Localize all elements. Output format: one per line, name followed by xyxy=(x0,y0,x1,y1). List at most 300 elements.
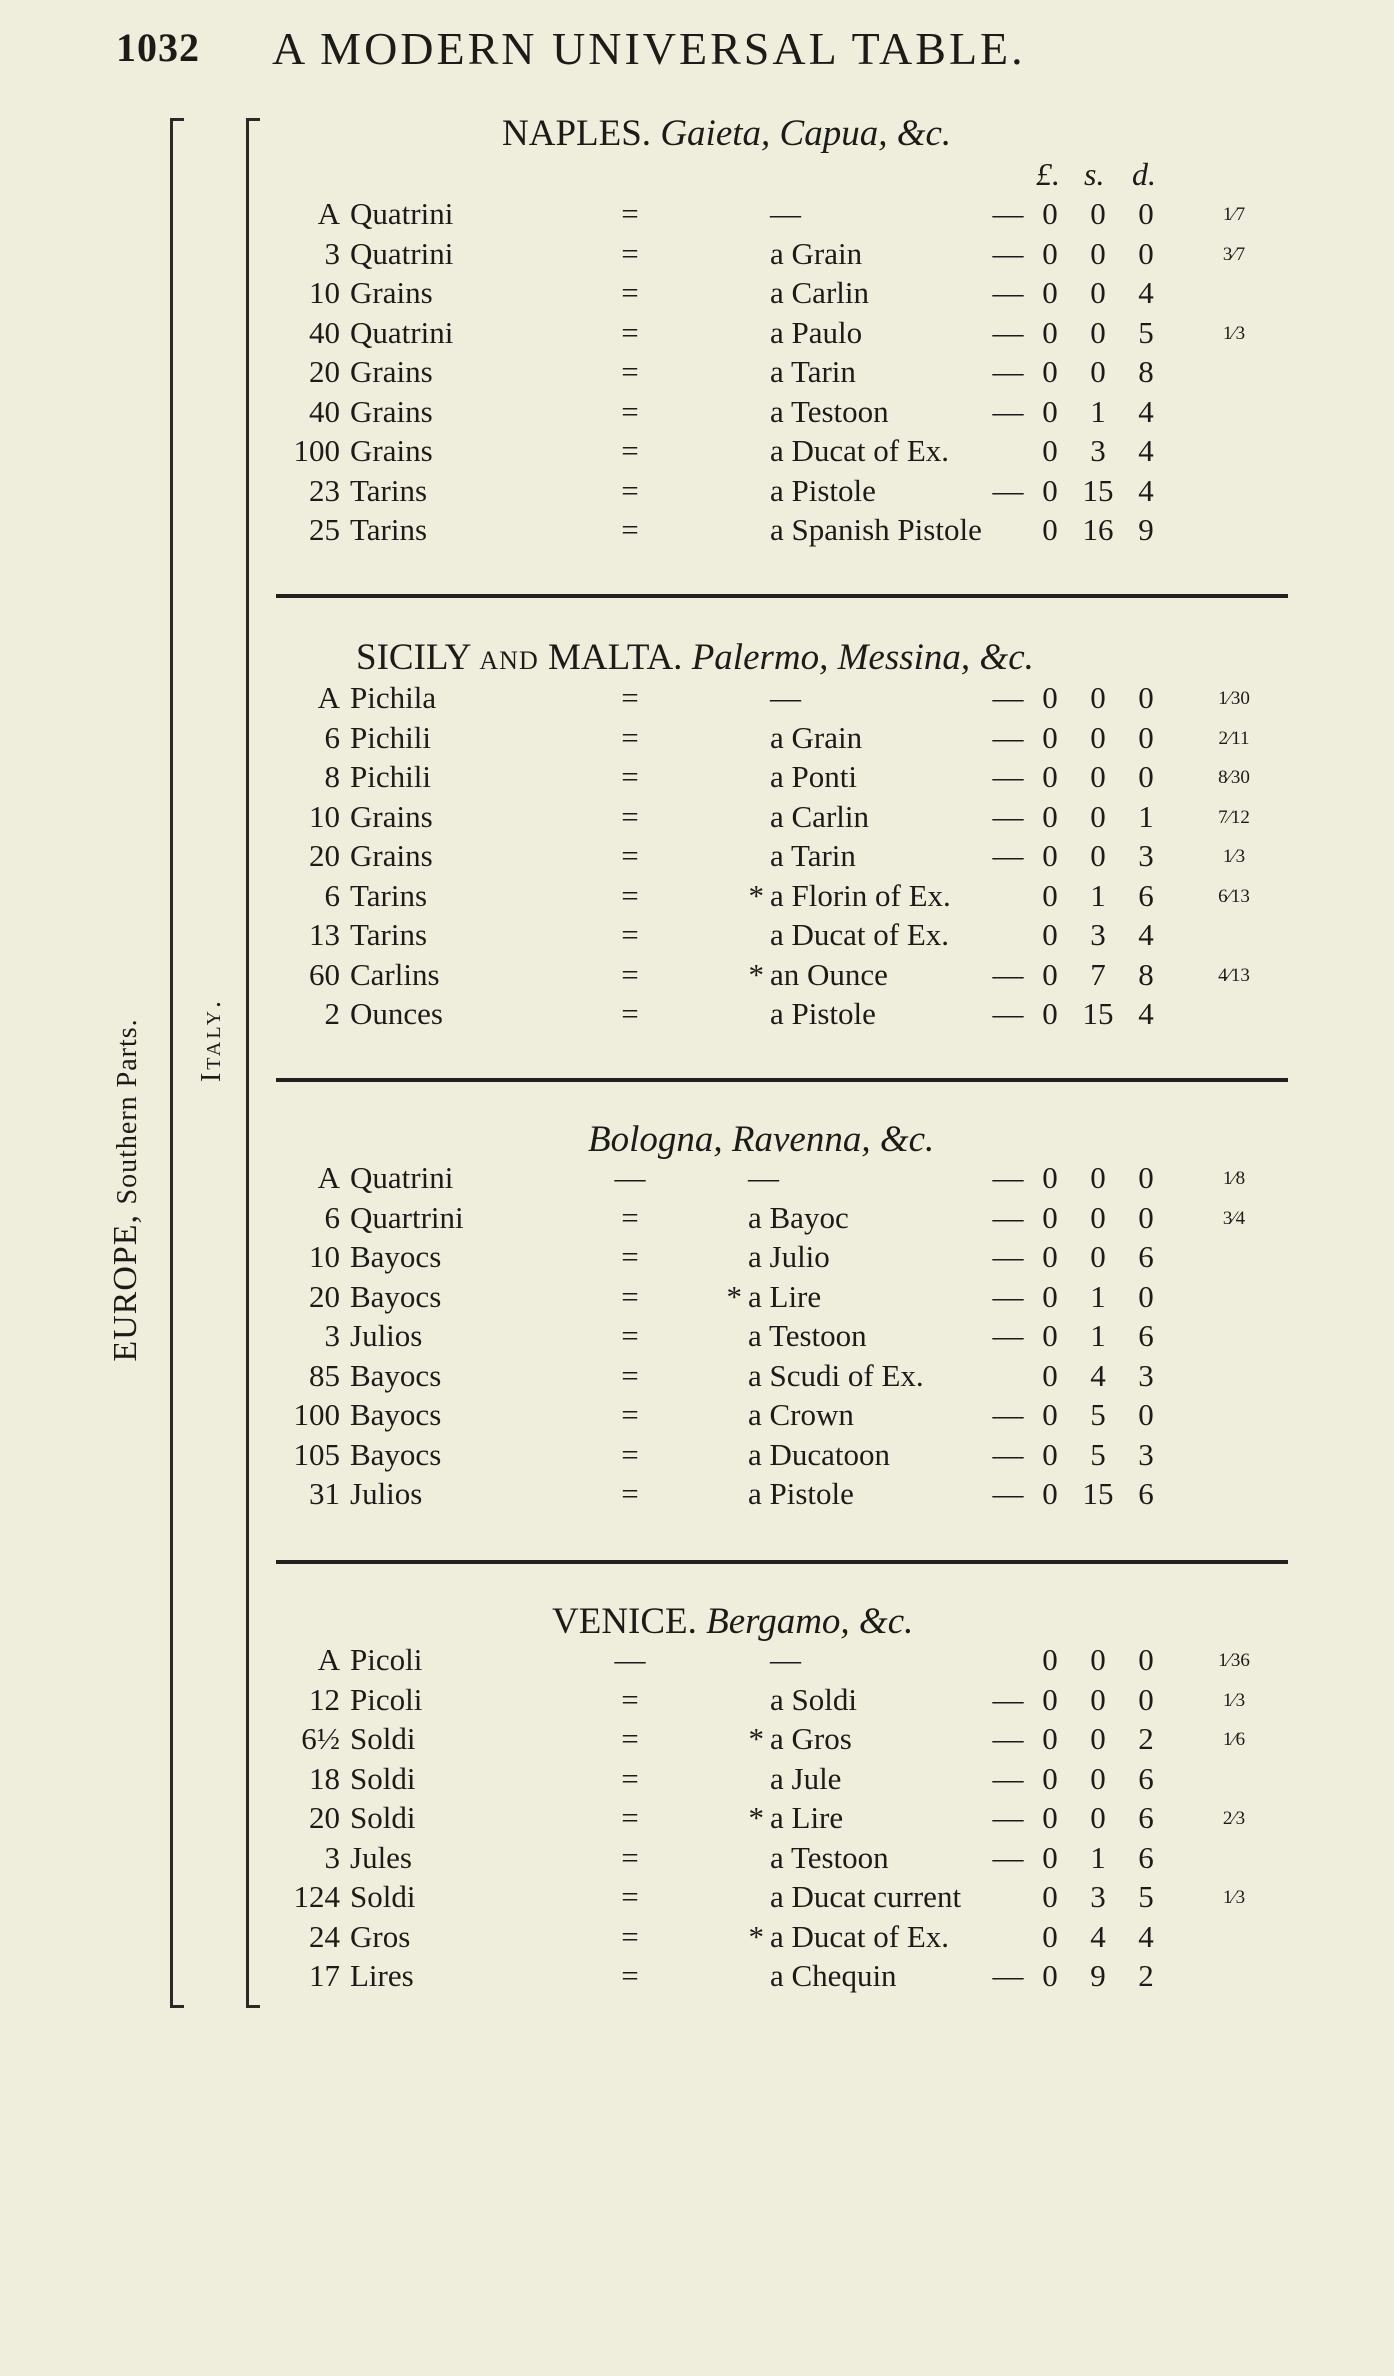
cell-l: 0 xyxy=(1042,878,1058,913)
cell-d: 0 xyxy=(1138,196,1154,231)
cell-unit: Soldi xyxy=(350,1761,416,1796)
cell-frac: 4⁄13 xyxy=(1218,965,1250,986)
cell-l: 0 xyxy=(1042,275,1058,310)
cell-s: 15 xyxy=(1082,1476,1114,1511)
cell-l: 0 xyxy=(1042,720,1058,755)
cell-d: 4 xyxy=(1138,1919,1154,1954)
cell-eq: = xyxy=(621,473,639,508)
table-row xyxy=(270,1761,1290,1801)
cell-eq: = xyxy=(621,799,639,834)
table-row xyxy=(270,512,1290,552)
cell-count: 10 xyxy=(309,799,340,834)
currency-header-d: d. xyxy=(1132,156,1156,192)
cell-s: 3 xyxy=(1090,433,1106,468)
cell-eq: = xyxy=(621,275,639,310)
cell-dash: — xyxy=(992,1160,1024,1195)
section-title-title-italic: Bergamo, &c. xyxy=(706,1601,914,1642)
table-row xyxy=(270,1437,1290,1477)
cell-target: a Scudi of Ex. xyxy=(748,1358,924,1393)
cell-count: 13 xyxy=(309,917,340,952)
cell-s: 0 xyxy=(1090,236,1106,271)
cell-unit: Grains xyxy=(350,275,433,310)
cell-unit: Quatrini xyxy=(350,315,454,350)
cell-dash: — xyxy=(992,996,1024,1031)
cell-dash: — xyxy=(992,275,1024,310)
cell-unit: Tarins xyxy=(350,878,428,913)
cell-unit: Jules xyxy=(350,1840,412,1875)
cell-unit: Grains xyxy=(350,354,433,389)
cell-unit: Ounces xyxy=(350,996,443,1031)
cell-frac: 1⁄7 xyxy=(1222,204,1246,225)
cell-target: a Gros xyxy=(770,1721,852,1756)
table-row xyxy=(270,838,1290,878)
cell-unit: Tarins xyxy=(350,512,428,547)
cell-eq: = xyxy=(621,996,639,1031)
cell-eq: = xyxy=(621,1239,639,1274)
cell-unit: Quartrini xyxy=(350,1200,464,1235)
cell-d: 4 xyxy=(1138,433,1154,468)
section-title-title-italic: Bologna, Ravenna, &c. xyxy=(588,1119,935,1160)
cell-s: 0 xyxy=(1090,1200,1106,1235)
cell-target: — xyxy=(770,1642,801,1677)
cell-count: 12 xyxy=(309,1682,340,1717)
cell-target: a Chequin xyxy=(770,1958,897,1993)
cell-l: 0 xyxy=(1042,838,1058,873)
cell-s: 0 xyxy=(1090,354,1106,389)
cell-unit: Pichili xyxy=(350,759,431,794)
cell-d: 2 xyxy=(1138,1958,1154,1993)
table-row xyxy=(270,720,1290,760)
cell-target: a Lire xyxy=(770,1800,844,1835)
cell-s: 1 xyxy=(1090,878,1106,913)
cell-l: 0 xyxy=(1042,1160,1058,1195)
cell-unit: Tarins xyxy=(350,917,428,952)
cell-eq: = xyxy=(621,1437,639,1472)
cell-s: 5 xyxy=(1090,1397,1106,1432)
cell-eq: — xyxy=(614,1160,646,1195)
cell-target: a Ducat of Ex. xyxy=(770,917,950,952)
cell-target: a Testoon xyxy=(770,1840,889,1875)
cell-frac: 1⁄6 xyxy=(1222,1729,1246,1750)
cell-dash: — xyxy=(992,1800,1024,1835)
cell-s: 0 xyxy=(1090,1160,1106,1195)
table-row xyxy=(270,354,1290,394)
cell-s: 0 xyxy=(1090,1721,1106,1756)
cell-l: 0 xyxy=(1042,799,1058,834)
cell-s: 0 xyxy=(1090,1239,1106,1274)
table-row xyxy=(270,996,1290,1036)
table-row xyxy=(270,236,1290,276)
cell-d: 6 xyxy=(1138,1840,1154,1875)
cell-count: 20 xyxy=(309,838,340,873)
table-row xyxy=(270,1642,1290,1682)
cell-d: 9 xyxy=(1138,512,1154,547)
cell-unit: Carlins xyxy=(350,957,440,992)
cell-count: 17 xyxy=(309,1958,340,1993)
cell-unit: Tarins xyxy=(350,473,428,508)
cell-dash: — xyxy=(992,1761,1024,1796)
cell-unit: Picoli xyxy=(350,1642,423,1677)
cell-eq: = xyxy=(621,759,639,794)
cell-count: A xyxy=(317,680,340,715)
cell-count: 18 xyxy=(309,1761,340,1796)
cell-eq: = xyxy=(621,1879,639,1914)
section-title-title-main: VENICE. xyxy=(552,1601,697,1642)
cell-count: A xyxy=(317,1160,340,1195)
cell-count: 23 xyxy=(309,473,340,508)
cell-s: 0 xyxy=(1090,799,1106,834)
cell-eq: = xyxy=(621,720,639,755)
cell-unit: Pichili xyxy=(350,720,431,755)
cell-l: 0 xyxy=(1042,917,1058,952)
cell-frac: 1⁄36 xyxy=(1218,1650,1250,1671)
cell-d: 0 xyxy=(1138,1200,1154,1235)
cell-s: 5 xyxy=(1090,1437,1106,1472)
cell-frac: 1⁄30 xyxy=(1218,688,1250,709)
cell-count: 3 xyxy=(324,236,340,271)
cell-eq: = xyxy=(621,394,639,429)
cell-l: 0 xyxy=(1042,1200,1058,1235)
cell-target: a Carlin xyxy=(770,275,869,310)
cell-s: 0 xyxy=(1090,759,1106,794)
cell-l: 0 xyxy=(1042,1840,1058,1875)
cell-dash: — xyxy=(992,315,1024,350)
section-title xyxy=(502,112,951,155)
cell-target: a Pistole xyxy=(770,473,876,508)
cell-unit: Bayocs xyxy=(350,1279,442,1314)
cell-l: 0 xyxy=(1042,1800,1058,1835)
cell-unit: Bayocs xyxy=(350,1358,442,1393)
cell-star: * xyxy=(748,1721,764,1756)
cell-d: 3 xyxy=(1138,838,1154,873)
cell-frac: 7⁄12 xyxy=(1218,807,1250,828)
cell-target: a Ponti xyxy=(770,759,857,794)
table-row xyxy=(270,1476,1290,1516)
cell-s: 15 xyxy=(1082,473,1114,508)
cell-eq: = xyxy=(621,433,639,468)
section-title-title-sc: AND xyxy=(479,646,539,675)
cell-s: 7 xyxy=(1090,957,1106,992)
cell-target: a Jule xyxy=(770,1761,842,1796)
cell-dash: — xyxy=(992,196,1024,231)
cell-count: 24 xyxy=(309,1919,340,1954)
cell-frac: 6⁄13 xyxy=(1218,886,1250,907)
cell-count: 8 xyxy=(324,759,340,794)
cell-l: 0 xyxy=(1042,996,1058,1031)
cell-count: A xyxy=(317,1642,340,1677)
cell-eq: = xyxy=(621,1761,639,1796)
cell-l: 0 xyxy=(1042,1919,1058,1954)
cell-target: a Paulo xyxy=(770,315,863,350)
cell-s: 0 xyxy=(1090,720,1106,755)
cell-count: 6 xyxy=(324,720,340,755)
cell-unit: Quatrini xyxy=(350,196,454,231)
cell-target: a Ducat current xyxy=(770,1879,962,1914)
cell-target: — xyxy=(770,196,801,231)
cell-d: 0 xyxy=(1138,1682,1154,1717)
cell-count: 20 xyxy=(309,1279,340,1314)
table-row xyxy=(270,1919,1290,1959)
cell-target: a Tarin xyxy=(770,354,856,389)
cell-d: 4 xyxy=(1138,996,1154,1031)
cell-s: 1 xyxy=(1090,1318,1106,1353)
cell-d: 4 xyxy=(1138,917,1154,952)
cell-s: 3 xyxy=(1090,917,1106,952)
cell-eq: = xyxy=(621,680,639,715)
table-row xyxy=(270,1397,1290,1437)
cell-eq: = xyxy=(621,1200,639,1235)
cell-l: 0 xyxy=(1042,759,1058,794)
cell-count: 40 xyxy=(309,394,340,429)
cell-dash: — xyxy=(992,1279,1024,1314)
cell-d: 8 xyxy=(1138,354,1154,389)
cell-target: an Ounce xyxy=(770,957,888,992)
cell-star: * xyxy=(748,957,764,992)
table-row xyxy=(270,1200,1290,1240)
table-row xyxy=(270,433,1290,473)
cell-dash: — xyxy=(992,1958,1024,1993)
section-title-title-main2: MALTA. xyxy=(548,637,683,678)
section-title xyxy=(356,636,1034,679)
region-bracket xyxy=(170,118,173,2008)
cell-dash: — xyxy=(992,720,1024,755)
cell-l: 0 xyxy=(1042,1397,1058,1432)
cell-target: a Pistole xyxy=(770,996,876,1031)
cell-l: 0 xyxy=(1042,354,1058,389)
cell-unit: Quatrini xyxy=(350,1160,454,1195)
cell-d: 6 xyxy=(1138,1761,1154,1796)
cell-s: 0 xyxy=(1090,838,1106,873)
table-row xyxy=(270,1358,1290,1398)
cell-d: 1 xyxy=(1138,799,1154,834)
cell-eq: = xyxy=(621,1476,639,1511)
cell-target: a Florin of Ex. xyxy=(770,878,951,913)
cell-target: a Pistole xyxy=(748,1476,854,1511)
cell-d: 0 xyxy=(1138,680,1154,715)
cell-frac: 8⁄30 xyxy=(1218,767,1250,788)
cell-count: 25 xyxy=(309,512,340,547)
cell-eq: = xyxy=(621,1800,639,1835)
cell-frac: 1⁄3 xyxy=(1222,1690,1246,1711)
cell-star: * xyxy=(748,878,764,913)
cell-eq: = xyxy=(621,1958,639,1993)
section-title-title-main: NAPLES. xyxy=(502,113,652,154)
cell-target: a Testoon xyxy=(770,394,889,429)
table-row xyxy=(270,473,1290,513)
side-label-sub: Southern Parts. xyxy=(112,1018,143,1205)
cell-unit: Bayocs xyxy=(350,1437,442,1472)
cell-eq: = xyxy=(621,1919,639,1954)
cell-s: 4 xyxy=(1090,1358,1106,1393)
table-row xyxy=(270,1239,1290,1279)
cell-unit: Julios xyxy=(350,1476,423,1511)
table-row xyxy=(270,1800,1290,1840)
cell-d: 0 xyxy=(1138,720,1154,755)
cell-target: a Grain xyxy=(770,720,863,755)
cell-count: A xyxy=(317,196,340,231)
cell-count: 20 xyxy=(309,1800,340,1835)
table-row xyxy=(270,1840,1290,1880)
section-title xyxy=(588,1118,934,1161)
cell-d: 0 xyxy=(1138,236,1154,271)
cell-count: 6 xyxy=(324,878,340,913)
table-row xyxy=(270,1958,1290,1998)
cell-s: 9 xyxy=(1090,1958,1106,1993)
side-label-italy: Italy. xyxy=(196,997,227,1083)
cell-dash: — xyxy=(992,1397,1024,1432)
cell-d: 5 xyxy=(1138,1879,1154,1914)
cell-l: 0 xyxy=(1042,680,1058,715)
currency-header-s: s. xyxy=(1084,156,1105,192)
cell-unit: Picoli xyxy=(350,1682,423,1717)
cell-d: 8 xyxy=(1138,957,1154,992)
cell-d: 6 xyxy=(1138,1318,1154,1353)
cell-l: 0 xyxy=(1042,473,1058,508)
cell-unit: Soldi xyxy=(350,1721,416,1756)
cell-dash: — xyxy=(992,838,1024,873)
section-title-title-italic: Gaieta, Capua, &c. xyxy=(660,113,952,154)
cell-count: 20 xyxy=(309,354,340,389)
cell-dash: — xyxy=(992,759,1024,794)
section-divider xyxy=(276,594,1288,598)
cell-target: a Bayoc xyxy=(748,1200,849,1235)
cell-dash: — xyxy=(992,957,1024,992)
cell-d: 5 xyxy=(1138,315,1154,350)
cell-l: 0 xyxy=(1042,394,1058,429)
cell-unit: Soldi xyxy=(350,1800,416,1835)
cell-count: 6 xyxy=(324,1200,340,1235)
table-row xyxy=(270,1160,1290,1200)
cell-unit: Grains xyxy=(350,394,433,429)
cell-s: 0 xyxy=(1090,315,1106,350)
cell-eq: = xyxy=(621,1682,639,1717)
cell-count: 3 xyxy=(324,1318,340,1353)
table-row xyxy=(270,315,1290,355)
table-row xyxy=(270,1279,1290,1319)
table-row xyxy=(270,1682,1290,1722)
cell-s: 0 xyxy=(1090,680,1106,715)
cell-count: 3 xyxy=(324,1840,340,1875)
cell-dash: — xyxy=(992,394,1024,429)
cell-target: a Soldi xyxy=(770,1682,857,1717)
running-head: A MODERN UNIVERSAL TABLE. xyxy=(272,23,1026,74)
cell-eq: = xyxy=(621,1840,639,1875)
cell-s: 0 xyxy=(1090,196,1106,231)
cell-star: * xyxy=(748,1800,764,1835)
cell-l: 0 xyxy=(1042,1958,1058,1993)
cell-frac: 1⁄3 xyxy=(1222,323,1246,344)
cell-s: 15 xyxy=(1082,996,1114,1031)
cell-target: a Carlin xyxy=(770,799,869,834)
cell-star: * xyxy=(748,1919,764,1954)
cell-l: 0 xyxy=(1042,1279,1058,1314)
cell-l: 0 xyxy=(1042,1879,1058,1914)
cell-unit: Grains xyxy=(350,799,433,834)
cell-count: 6½ xyxy=(301,1721,340,1756)
cell-target: a Tarin xyxy=(770,838,856,873)
cell-d: 3 xyxy=(1138,1437,1154,1472)
cell-l: 0 xyxy=(1042,1682,1058,1717)
cell-eq: = xyxy=(621,236,639,271)
cell-frac: 2⁄11 xyxy=(1218,728,1250,749)
cell-s: 3 xyxy=(1090,1879,1106,1914)
cell-s: 4 xyxy=(1090,1919,1106,1954)
cell-l: 0 xyxy=(1042,315,1058,350)
cell-l: 0 xyxy=(1042,196,1058,231)
cell-dash: — xyxy=(992,1721,1024,1756)
cell-d: 4 xyxy=(1138,394,1154,429)
section-divider xyxy=(276,1078,1288,1082)
table-row xyxy=(270,1879,1290,1919)
cell-l: 0 xyxy=(1042,433,1058,468)
cell-unit: Grains xyxy=(350,433,433,468)
cell-dash: — xyxy=(992,1476,1024,1511)
cell-eq: = xyxy=(621,957,639,992)
cell-l: 0 xyxy=(1042,512,1058,547)
cell-frac: 1⁄3 xyxy=(1222,1887,1246,1908)
table-row xyxy=(270,759,1290,799)
table-row xyxy=(270,957,1290,997)
cell-d: 4 xyxy=(1138,275,1154,310)
cell-s: 0 xyxy=(1090,1761,1106,1796)
cell-eq: = xyxy=(621,1397,639,1432)
cell-d: 0 xyxy=(1138,1160,1154,1195)
country-bracket xyxy=(246,118,249,2008)
cell-d: 6 xyxy=(1138,878,1154,913)
cell-s: 0 xyxy=(1090,1642,1106,1677)
table-row xyxy=(270,1721,1290,1761)
cell-d: 0 xyxy=(1138,759,1154,794)
table-row xyxy=(270,1318,1290,1358)
cell-unit: Julios xyxy=(350,1318,423,1353)
cell-l: 0 xyxy=(1042,1642,1058,1677)
section-title xyxy=(552,1600,913,1643)
section-title-title-italic: Palermo, Messina, &c. xyxy=(691,637,1034,678)
cell-dash: — xyxy=(992,1437,1024,1472)
cell-target: a Spanish Pistole xyxy=(770,512,982,547)
cell-l: 0 xyxy=(1042,1437,1058,1472)
cell-l: 0 xyxy=(1042,1239,1058,1274)
cell-dash: — xyxy=(992,354,1024,389)
table-row xyxy=(270,394,1290,434)
cell-count: 10 xyxy=(309,1239,340,1274)
cell-target: a Grain xyxy=(770,236,863,271)
cell-s: 0 xyxy=(1090,1800,1106,1835)
cell-d: 6 xyxy=(1138,1239,1154,1274)
cell-l: 0 xyxy=(1042,236,1058,271)
cell-eq: = xyxy=(621,1721,639,1756)
cell-count: 31 xyxy=(309,1476,340,1511)
cell-eq: — xyxy=(614,1642,646,1677)
cell-eq: = xyxy=(621,1279,639,1314)
cell-eq: = xyxy=(621,315,639,350)
cell-eq: = xyxy=(621,1358,639,1393)
cell-l: 0 xyxy=(1042,1721,1058,1756)
cell-unit: Pichila xyxy=(350,680,437,715)
table-row xyxy=(270,799,1290,839)
table-row xyxy=(270,275,1290,315)
cell-dash: — xyxy=(992,680,1024,715)
cell-unit: Quatrini xyxy=(350,236,454,271)
table-row xyxy=(270,680,1290,720)
currency-header-l: £. xyxy=(1036,156,1060,192)
cell-count: 10 xyxy=(309,275,340,310)
cell-l: 0 xyxy=(1042,1318,1058,1353)
cell-target: a Ducatoon xyxy=(748,1437,891,1472)
cell-frac: 2⁄3 xyxy=(1222,1808,1246,1829)
cell-dash: — xyxy=(992,236,1024,271)
cell-count: 40 xyxy=(309,315,340,350)
